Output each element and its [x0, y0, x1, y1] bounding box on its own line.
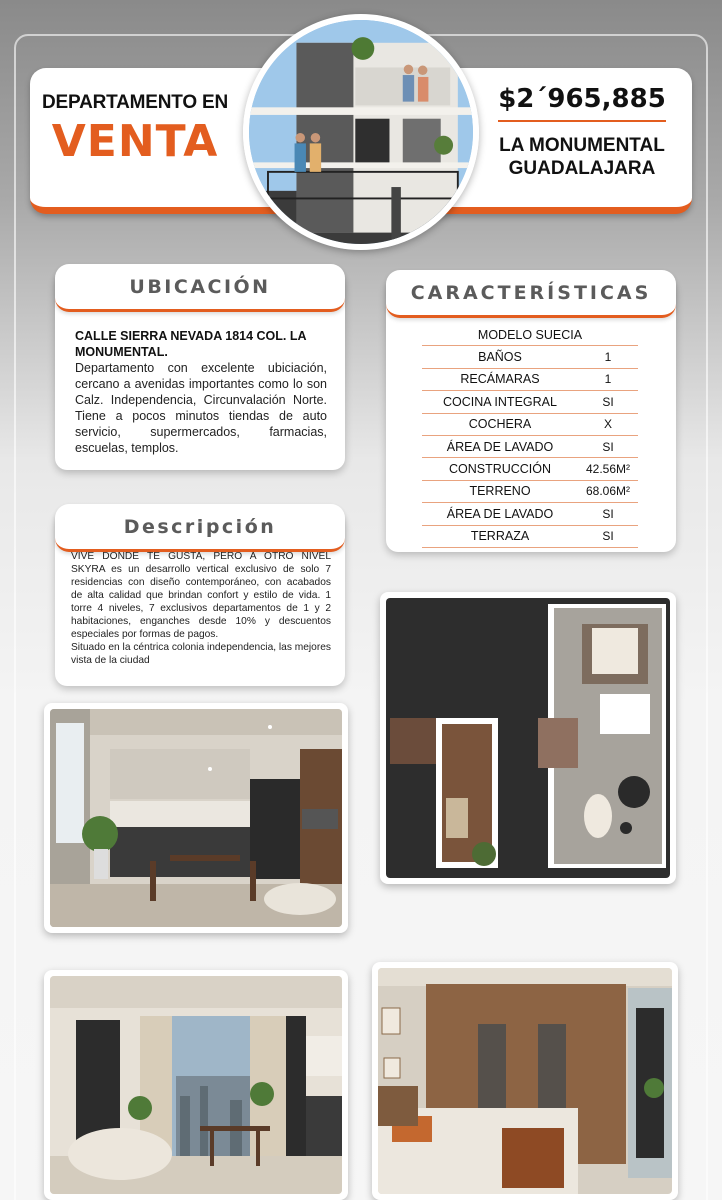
features-model-row [422, 324, 638, 346]
table-row [422, 503, 638, 525]
feature-label: BAÑOS [478, 350, 522, 365]
feature-label: TERRAZA [470, 529, 530, 544]
title-venta: VENTA [51, 116, 219, 167]
location-description: Departamento con excelente ubiciación, cercano a avenidas importantes como lo son Calz. Independencia, Circunvalación Norte. Tiene a pocos minutos tiendas de auto servicio, supermercados, farmacias, escuelas, templos. [75, 361, 327, 455]
table-row [422, 369, 638, 391]
feature-label: COCHERA [468, 417, 532, 432]
feature-value: X [603, 417, 612, 432]
description-card [55, 512, 345, 686]
feature-value: SI [602, 506, 614, 521]
kitchen-photo [44, 703, 348, 933]
feature-label: ÁREA DE LAVADO [446, 506, 554, 521]
table-row [422, 391, 638, 413]
bedroom-photo [372, 962, 678, 1200]
feature-label: ÁREA DE LAVADO [446, 439, 554, 454]
features-card [386, 278, 676, 552]
location-line2: GUADALAJARA [508, 158, 656, 179]
table-row [422, 526, 638, 548]
price-location [484, 84, 680, 180]
table-row [422, 414, 638, 436]
model-name: MODELO SUECIA [477, 327, 583, 342]
price: $2´965,885 [498, 84, 666, 122]
address: CALLE SIERRA NEVADA 1814 COL. LA MONUMENTAL. [75, 329, 307, 359]
description-paragraph: Situado en la céntrica colonia independencia, las mejores vista de la ciudad [71, 642, 331, 666]
feature-label: COCINA INTEGRAL [443, 394, 557, 409]
features-card-header [386, 270, 676, 318]
table-row [422, 458, 638, 480]
feature-value: SI [602, 394, 614, 409]
feature-label: CONSTRUCCIÓN [448, 462, 552, 477]
location-card [55, 272, 345, 470]
living-room-photo [44, 970, 348, 1200]
features-table [422, 324, 638, 548]
title-line1: DEPARTAMENTO EN [42, 92, 228, 113]
location-line1: LA MONUMENTAL [499, 135, 665, 156]
description-paragraph: VIVE DONDE TE GUSTA, PERO A OTRO NIVEL SKYRA es un desarrollo vertical exclusivo de solo 7 residencias con diseño contemporáneo, con acabados de alta calidad que brindan confort y estilo de vida. 1 torre 4 niveles, 7 exclusivos departamentos de 1 y 2 habitaciones, enganches desde 10% y descuentos especiales por formas de pagos. [71, 551, 331, 640]
table-row [422, 436, 638, 458]
feature-label: RECÁMARAS [460, 372, 540, 387]
listing-title [30, 92, 240, 167]
feature-value: 1 [604, 372, 612, 387]
description-heading: Descripción [123, 515, 277, 538]
description-card-header [55, 504, 345, 552]
building-hero-image [243, 14, 479, 250]
location-heading: UBICACIÓN [129, 275, 271, 298]
feature-label: TERRENO [469, 484, 531, 499]
feature-value: SI [602, 439, 614, 454]
floor-plan-photo [380, 592, 676, 884]
feature-value: 1 [604, 350, 612, 365]
table-row [422, 346, 638, 368]
feature-value: SI [602, 529, 614, 544]
features-heading: CARACTERÍSTICAS [410, 281, 652, 304]
feature-value: 68.06M² [585, 484, 631, 499]
feature-value: 42.56M² [585, 462, 631, 477]
table-row [422, 481, 638, 503]
location-card-header [55, 264, 345, 312]
